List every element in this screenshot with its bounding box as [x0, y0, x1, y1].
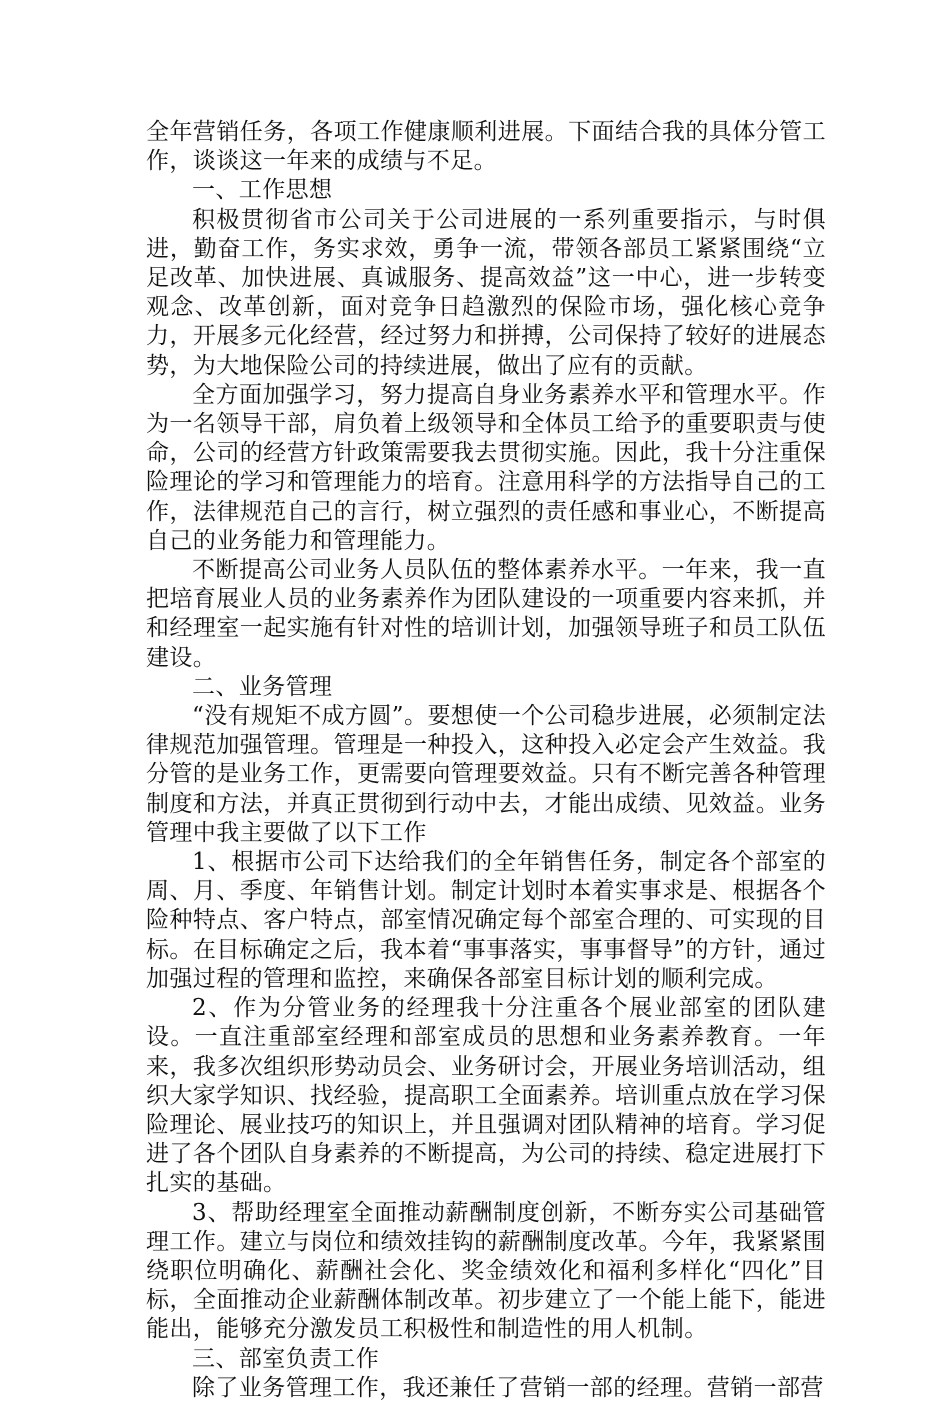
list-item: 3、帮助经理室全面推动薪酬制度创新，不断夯实公司基础管理工作。建立与岗位和绩效挂钩的薪酬制度改革。今年，我紧紧围绕职位明确化、薪酬社会化、奖金绩效化和福利多样化“四化”目标，全面推动企业薪酬体制改革。初步建立了一个能上能下，能进能出，能够充分激发员工积极性和制造性的用人机制。 [146, 1199, 826, 1343]
paragraph-intro: 全年营销任务，各项工作健康顺利进展。下面结合我的具体分管工作，谈谈这一年来的成绩与不足。 [146, 119, 826, 175]
paragraph: 不断提高公司业务人员队伍的整体素养水平。一年来，我一直把培育展业人员的业务素养作为团队建设的一项重要内容来抓，并和经理室一起实施有针对性的培训计划，加强领导班子和员工队伍建设。 [146, 557, 826, 671]
paragraph: “没有规矩不成方圆”。要想使一个公司稳步进展，必须制定法律规范加强管理。管理是一种投入，这种投入必定会产生效益。我分管的是业务工作，更需要向管理要效益。只有不断完善各种管理制度和方法，并真正贯彻到行动中去，才能出成绩、见效益。业务管理中我主要做了以下工作 [146, 703, 826, 846]
heading-business-management: 二、业务管理 [192, 673, 333, 700]
document-body [146, 118, 826, 1403]
paragraph: 积极贯彻省市公司关于公司进展的一系列重要指示，与时俱进，勤奋工作，务实求效，勇争一流，带领各部员工紧紧围绕“立足改革、加快进展、真诚服务、提高效益”这一中心，进一步转变观念、改革创新，面对竞争日趋激烈的保险市场，强化核心竞争力，开展多元化经营，经过努力和拼搏，公司保持了较好的进展态势，为大地保险公司的持续进展，做出了应有的贡献。 [146, 206, 826, 379]
heading-work-thinking: 一、工作思想 [192, 177, 333, 204]
heading-department-work: 三、部室负责工作 [192, 1345, 380, 1372]
paragraph: 全方面加强学习，努力提高自身业务素养水平和管理水平。作为一名领导干部，肩负着上级领导和全体员工给予的重要职责与使命，公司的经营方针政策需要我去贯彻实施。因此，我十分注重保险理论的学习和管理能力的培育。注意用科学的方法指导自己的工作，法律规范自己的言行，树立强烈的责任感和事业心，不断提高自己的业务能力和管理能力。 [146, 381, 826, 554]
list-item: 2、作为分管业务的经理我十分注重各个展业部室的团队建设。一直注重部室经理和部室成员的思想和业务素养教育。一年来，我多次组织形势动员会、业务研讨会，开展业务培训活动，组织大家学知识、找经验，提高职工全面素养。培训重点放在学习保险理论、展业技巧的知识上，并且强调对团队精神的培育。学习促进了各个团队自身素养的不断提高，为公司的持续、稳定进展打下扎实的基础。 [146, 995, 826, 1197]
paragraph: 除了业务管理工作，我还兼任了营销一部的经理。营销一部营 [192, 1374, 824, 1401]
list-item: 1、根据市公司下达给我们的全年销售任务，制定各个部室的周、月、季度、年销售计划。制定计划时本着实事求是、根据各个险种特点、客户特点，部室情况确定每个部室合理的、可实现的目标。在目标确定之后，我本着“事事落实，事事督导”的方针，通过加强过程的管理和监控，来确保各部室目标计划的顺利完成。 [146, 849, 826, 992]
